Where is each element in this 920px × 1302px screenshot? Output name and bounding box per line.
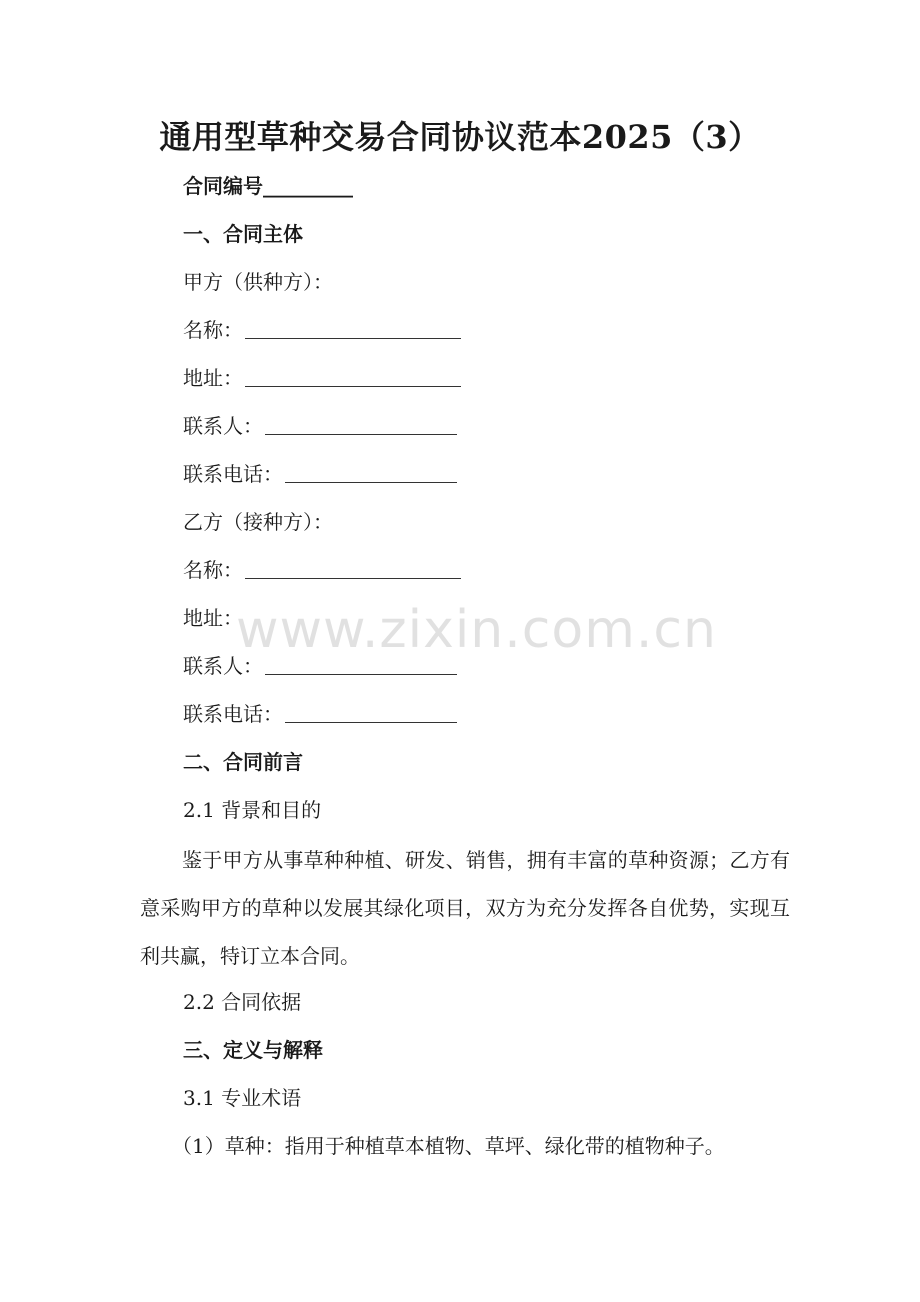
- party-b-name-field: [183, 556, 461, 584]
- party-b-phone-label: 联系电话：: [183, 702, 283, 726]
- party-a-address-label: 地址：: [183, 366, 243, 390]
- party-a-name-blank: [245, 316, 461, 339]
- clause-2-1-text: 鉴于甲方从事草种种植、研发、销售，拥有丰富的草种资源；乙方有意采购甲方的草种以发展其绿化项目，双方为充分发挥各自优势，实现互利共赢，特订立本合同。: [140, 848, 790, 968]
- party-a-address-blank: [245, 364, 461, 387]
- clause-2-2-heading: 2.2 合同依据: [183, 990, 302, 1014]
- section-heading-preamble: 二、合同前言: [183, 750, 303, 774]
- party-a-name-field: [183, 316, 461, 344]
- party-a-heading: 甲方（供种方）：: [183, 270, 333, 294]
- section-heading-definitions: 三、定义与解释: [183, 1038, 323, 1062]
- party-b-phone-blank: [285, 700, 457, 723]
- clause-2-1-heading: 2.1 背景和目的: [183, 798, 322, 822]
- party-b-phone-field: [183, 700, 457, 728]
- definition-item-1: （1）草种：指用于种植草本植物、草坪、绿化带的植物种子。: [172, 1134, 725, 1158]
- party-a-phone-field: [183, 460, 457, 488]
- party-b-contact-label: 联系人：: [183, 654, 263, 678]
- party-b-name-blank: [245, 556, 461, 579]
- section-heading-parties: 一、合同主体: [183, 222, 303, 246]
- party-a-name-label: 名称：: [183, 318, 243, 342]
- watermark: www.zixin.com.cn: [236, 600, 717, 660]
- party-b-heading: 乙方（接种方）：: [183, 510, 333, 534]
- party-b-address-label: 地址：: [183, 606, 243, 630]
- document-title: 通用型草种交易合同协议范本2025（3）: [159, 118, 761, 156]
- contract-number: [183, 172, 353, 200]
- party-a-contact-blank: [265, 412, 457, 435]
- party-a-contact-label: 联系人：: [183, 414, 263, 438]
- party-a-phone-label: 联系电话：: [183, 462, 283, 486]
- party-a-contact-field: [183, 412, 457, 440]
- contract-number-blank: _________: [263, 174, 353, 198]
- party-a-phone-blank: [285, 460, 457, 483]
- party-b-name-label: 名称：: [183, 558, 243, 582]
- party-b-address-field: [183, 604, 243, 632]
- clause-3-1-heading: 3.1 专业术语: [183, 1086, 302, 1110]
- contract-number-label: 合同编号: [183, 174, 263, 198]
- party-a-address-field: [183, 364, 461, 392]
